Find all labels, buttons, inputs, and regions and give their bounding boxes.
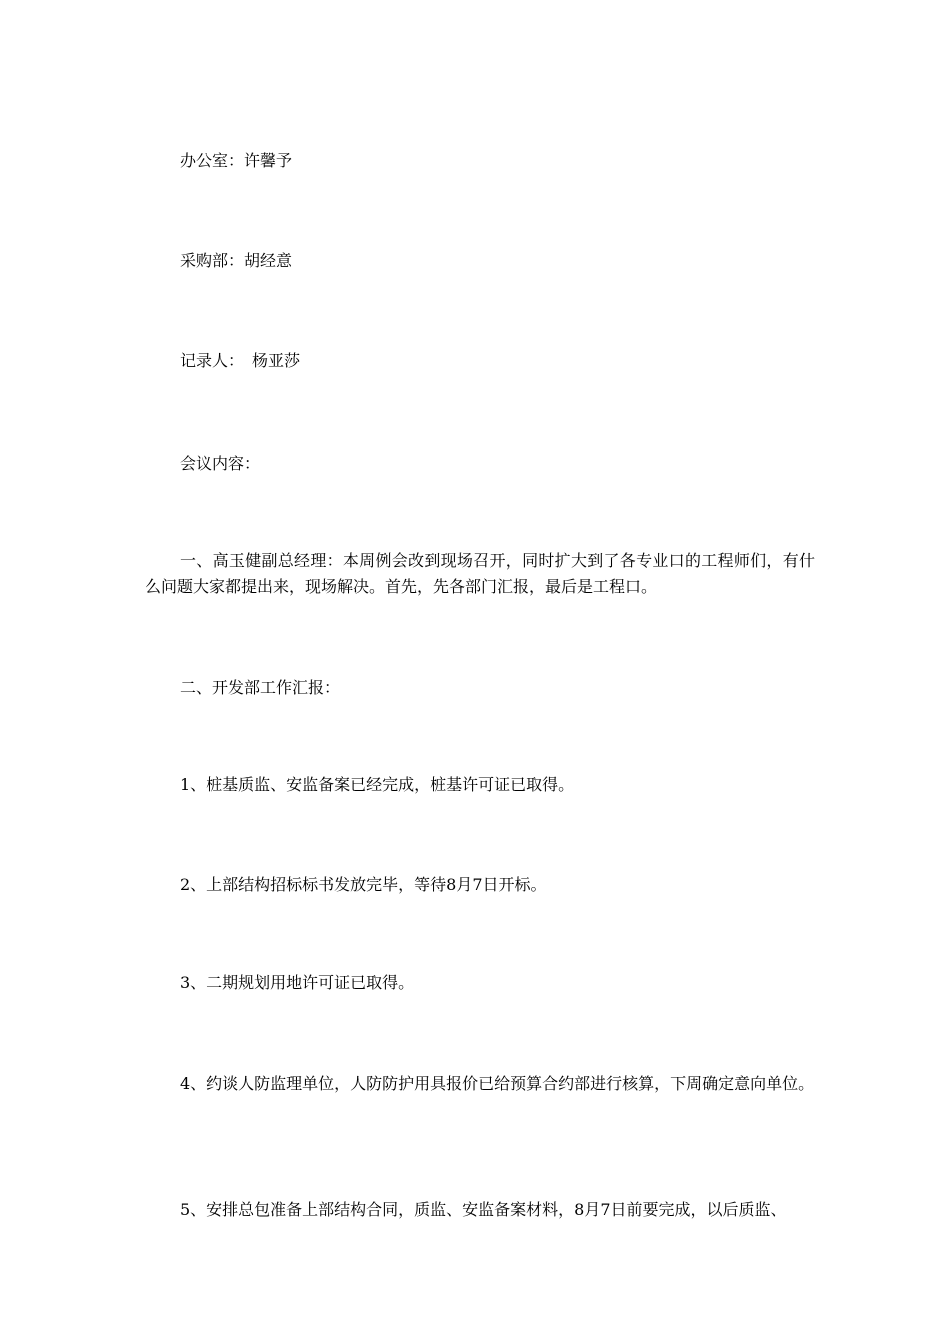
paragraph-item-1: 1、桩基质监、安监备案已经完成，桩基许可证已取得。 — [180, 775, 575, 794]
paragraph-recorder: 记录人： 杨亚莎 — [180, 351, 301, 370]
paragraph-purchasing: 采购部：胡经意 — [180, 251, 293, 270]
paragraph-item-4: 4、约谈人防监理单位，人防防护用具报价已给预算合约部进行核算，下周确定意向单位。 — [180, 1074, 815, 1093]
paragraph-section-one: 一、高玉健副总经理：本周例会改到现场召开，同时扩大到了各专业口的工程师们，有什么问题大家都提出来，现场解决。首先，先各部门汇报，最后是工程口。 — [145, 551, 815, 596]
paragraph-office: 办公室：许馨予 — [180, 151, 293, 170]
paragraph-item-5: 5、安排总包准备上部结构合同，质监、安监备案材料，8月7日前要完成，以后质监、 — [180, 1200, 787, 1219]
paragraph-meeting-content-heading: 会议内容： — [180, 454, 261, 473]
paragraph-item-3: 3、二期规划用地许可证已取得。 — [180, 973, 415, 992]
paragraph-item-2: 2、上部结构招标标书发放完毕，等待8月7日开标。 — [180, 875, 547, 894]
paragraph-section-two-heading: 二、开发部工作汇报： — [180, 678, 341, 697]
